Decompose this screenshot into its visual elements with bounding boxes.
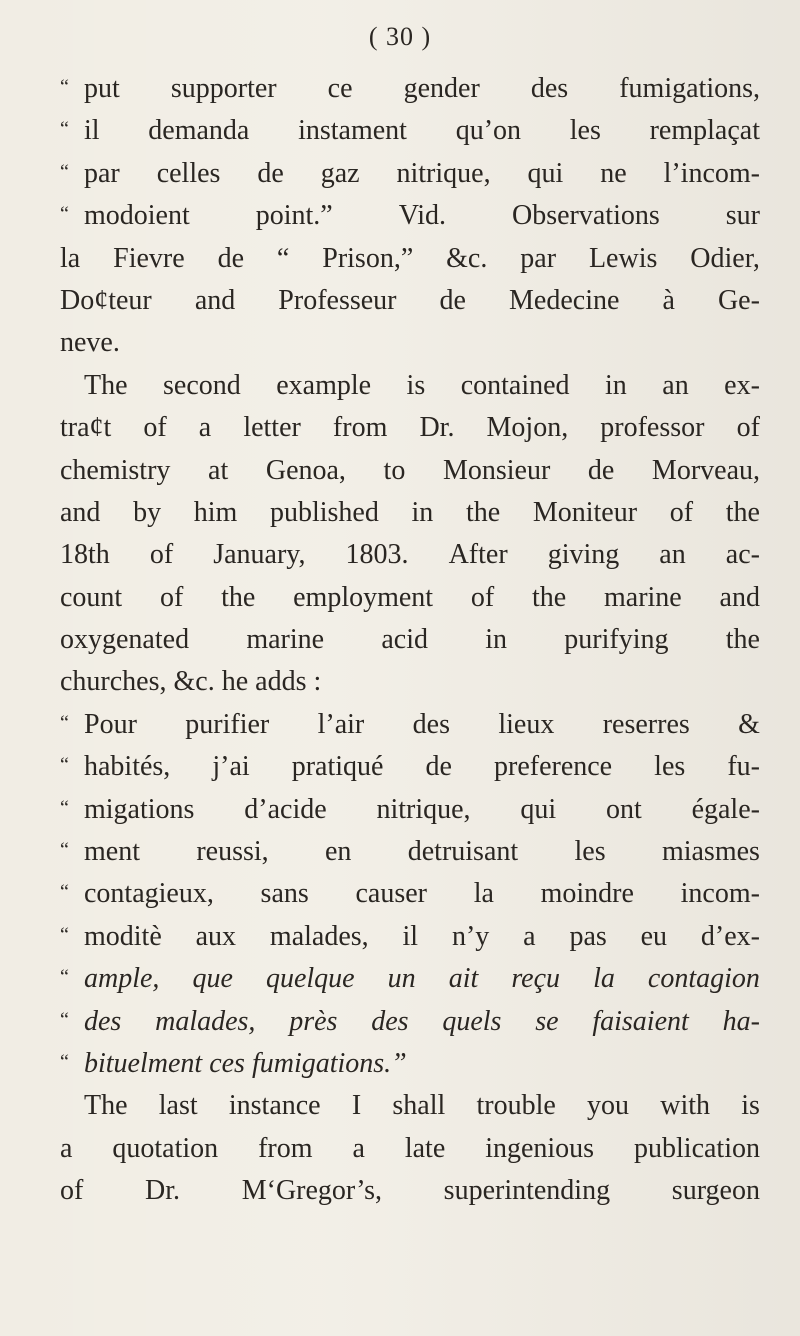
word: Dr. [419,412,455,444]
word: Genoa, [265,454,346,486]
word: the [725,496,760,528]
quotation-mark: “ [60,160,69,183]
word: en [324,836,352,868]
word: sans [260,878,309,910]
word: M‘Gregor’s, [241,1175,382,1207]
text-line [60,492,760,534]
word: by [133,496,162,528]
word: à [662,284,675,316]
word: example [276,369,372,401]
quotation-mark: “ [60,1008,69,1031]
line-text [60,958,760,1000]
line-text [60,195,760,237]
text-line [60,322,760,364]
word: shall [392,1090,446,1122]
line-text [60,873,760,915]
word: and [194,284,236,316]
line-text [60,534,760,576]
word: la [60,242,81,274]
word: que [192,963,233,995]
word: aux [195,920,237,952]
word: a [198,412,212,444]
word: des [530,73,569,104]
line-text [60,704,760,746]
word: ait [448,963,479,995]
word: il [402,920,419,952]
word: quels [442,1005,502,1037]
text-line [60,789,760,831]
word: letter [243,412,301,444]
word: the [465,496,501,528]
line-text [60,1085,760,1127]
word: the [725,624,760,656]
word: de [587,454,615,486]
word: publication [634,1132,760,1164]
word: Fievre [113,242,185,274]
word: Prison,” [322,242,414,274]
word: qui [527,157,564,189]
word: purifier [185,708,270,740]
word: ha- [722,1005,760,1037]
line-text [60,492,760,534]
text-line [60,1001,760,1043]
word: reçu [511,963,561,995]
word: il [84,115,100,147]
text-line [60,619,760,661]
word: an [659,539,686,571]
word: gaz [320,157,360,189]
line-text [60,68,760,110]
word: contagieux, [84,878,214,910]
text-line [60,916,760,958]
word: in [411,496,434,528]
line-text [60,153,760,195]
word: him [193,496,238,528]
quotation-mark: “ [60,839,69,862]
word: employment [293,581,434,613]
word: demanda [148,115,250,147]
text-line [60,110,760,152]
word: d’acide [244,793,327,825]
line-text [60,1001,760,1043]
quotation-mark: “ [60,76,69,98]
word: migations [84,793,195,825]
word: from [258,1132,313,1164]
word: fu- [727,751,760,783]
word: Lewis [588,242,658,274]
line-text [60,365,760,407]
word: supporter [170,73,277,104]
text-line [60,153,760,195]
body-text [60,68,760,1213]
text-line [60,407,760,449]
text-line [60,365,760,407]
text-line [60,450,760,492]
line-text [60,238,760,280]
word: nitrique, [396,157,491,189]
quotation-mark: “ [60,203,69,226]
word: qui [520,793,557,825]
word: qu’on [455,115,522,147]
quotation-mark: “ [60,754,69,777]
text-line [60,661,760,703]
word: is [406,369,426,401]
word: des [371,1005,409,1037]
word: Pour [84,708,137,740]
word: miasmes [661,836,760,868]
word: j’ai [212,751,250,783]
word: les [654,751,686,783]
word: nitrique, [376,793,471,825]
word: reserres [602,708,690,740]
text-line [60,704,760,746]
word: lieux [498,708,555,740]
word: quelque [265,963,355,995]
word: de [257,157,284,189]
text-line [60,280,760,322]
text-line [60,577,760,619]
word: purifying [564,624,669,656]
word: is [741,1090,760,1122]
line-text [60,789,760,831]
word: incom- [680,878,760,910]
word: contained [460,369,570,401]
word: acid [381,624,428,656]
quotation-mark: “ [60,881,69,904]
word: marine [603,581,682,613]
word: un [387,963,416,995]
word: tra¢t [60,412,112,444]
quotation-mark: “ [60,796,69,819]
word: Medecine [509,284,620,316]
word: 1803. [345,539,409,571]
word: instance [228,1090,321,1122]
quotation-mark: “ [60,1050,69,1073]
word: les [574,836,606,868]
text-line [60,1170,760,1212]
word: an [662,369,689,401]
line-text [60,450,760,492]
word: you [587,1090,630,1122]
word: preference [494,751,613,783]
word: of [736,412,760,444]
word: reussi, [196,836,269,868]
text-line [60,68,760,110]
word: n’y [451,920,490,952]
word: ce [327,73,353,104]
word: and [719,581,760,613]
word: January, [213,539,306,571]
word: d’ex- [700,920,760,952]
word: at [208,454,229,486]
word: de [217,242,244,274]
word: the [531,581,567,613]
quotation-mark: “ [60,966,69,989]
word: de [439,284,466,316]
word: remplaçat [649,115,760,147]
word: trouble [476,1090,556,1122]
word: late [404,1132,446,1164]
word: Monsieur [442,454,551,486]
text-line [60,195,760,237]
word: eu [640,920,668,952]
line-text [60,916,760,958]
word: pratiqué [291,751,384,783]
word: ingenious [485,1132,595,1164]
line-text [60,407,760,449]
word: with [660,1090,711,1122]
word: sur [725,200,760,232]
line-text [60,746,760,788]
quotation-mark: “ [60,923,69,946]
word: “ [276,242,290,274]
line-text: bituelment ces fumigations.” [84,1047,407,1079]
word: des [84,1005,122,1037]
word: last [158,1090,198,1122]
word: fumigations, [619,73,760,104]
word: put [84,73,120,104]
quotation-mark: “ [60,711,69,734]
word: la [593,963,615,995]
word: superintending [443,1175,611,1207]
word: ac- [725,539,760,571]
word: ment [84,836,140,868]
word: égale- [691,793,760,825]
line-text [60,1170,760,1212]
word: l’air [317,708,365,740]
word: Observations [512,200,660,232]
word: professor [600,412,705,444]
word: & [738,708,760,740]
word: par [84,157,120,189]
word: Odier, [690,242,760,274]
text-line [60,746,760,788]
word: in [485,624,508,656]
word: les [569,115,601,147]
line-text [60,619,760,661]
word: ex- [724,369,760,401]
text-line [60,831,760,873]
line-text [60,280,760,322]
line-text: churches, &c. he adds : [60,666,322,698]
word: Mojon, [486,412,569,444]
text-line [60,534,760,576]
word: of [143,412,167,444]
line-text [60,831,760,873]
word: of [669,496,694,528]
word: de [425,751,452,783]
word: gender [403,73,480,104]
text-line [60,958,760,1000]
word: Do¢teur [60,284,152,316]
word: a [352,1132,365,1164]
word: causer [355,878,427,910]
word: chemistry [60,454,171,486]
word: of [470,581,495,613]
word: of [149,539,174,571]
word: Professeur [278,284,397,316]
word: ne [600,157,627,189]
word: 18th [60,539,110,571]
word: a [60,1132,73,1164]
word: instament [298,115,407,147]
word: faisaient [592,1005,689,1037]
word: celles [156,157,221,189]
text-line [60,873,760,915]
word: oxygenated [60,624,190,656]
text-line [60,1043,760,1085]
word: par [520,242,557,274]
word: surgeon [671,1175,760,1207]
word: malades, [269,920,369,952]
word: detruisant [407,836,519,868]
word: from [332,412,388,444]
word: des [412,708,450,740]
word: point.” [255,200,333,232]
text-line [60,238,760,280]
word: and [60,496,101,528]
word: published [269,496,379,528]
word: modoient [84,200,190,232]
word: The [84,369,128,401]
word: The [84,1090,128,1122]
word: Moniteur [532,496,638,528]
word: pas [569,920,607,952]
word: ont [605,793,642,825]
word: marine [246,624,325,656]
word: I [351,1090,362,1122]
word: giving [547,539,620,571]
word: a [523,920,536,952]
word: to [383,454,406,486]
word: se [535,1005,559,1037]
word: moindre [540,878,634,910]
word: quotation [112,1132,219,1164]
word: près [289,1005,338,1037]
word: of [60,1175,84,1207]
quotation-mark: “ [60,118,69,141]
text-line [60,1128,760,1170]
page-number: ( 30 ) [368,22,432,51]
word: Ge- [717,284,760,316]
word: l’incom- [663,157,760,189]
line-text [60,110,760,152]
word: Dr. [145,1175,181,1207]
word: habités, [84,751,171,783]
word: second [163,369,241,401]
word: ample, [84,963,160,995]
line-text: neve. [60,327,120,359]
word: in [605,369,627,401]
word: la [473,878,494,910]
text-line [60,1085,760,1127]
word: moditè [84,920,162,952]
line-text [60,577,760,619]
word: contagion [647,963,760,995]
word: of [160,581,184,613]
word: Vid. [398,200,447,232]
word: After [448,539,508,571]
word: the [221,581,256,613]
word: malades, [155,1005,256,1037]
word: count [60,581,123,613]
line-text [60,1128,760,1170]
word: &c. [446,242,488,274]
word: Morveau, [651,454,760,486]
